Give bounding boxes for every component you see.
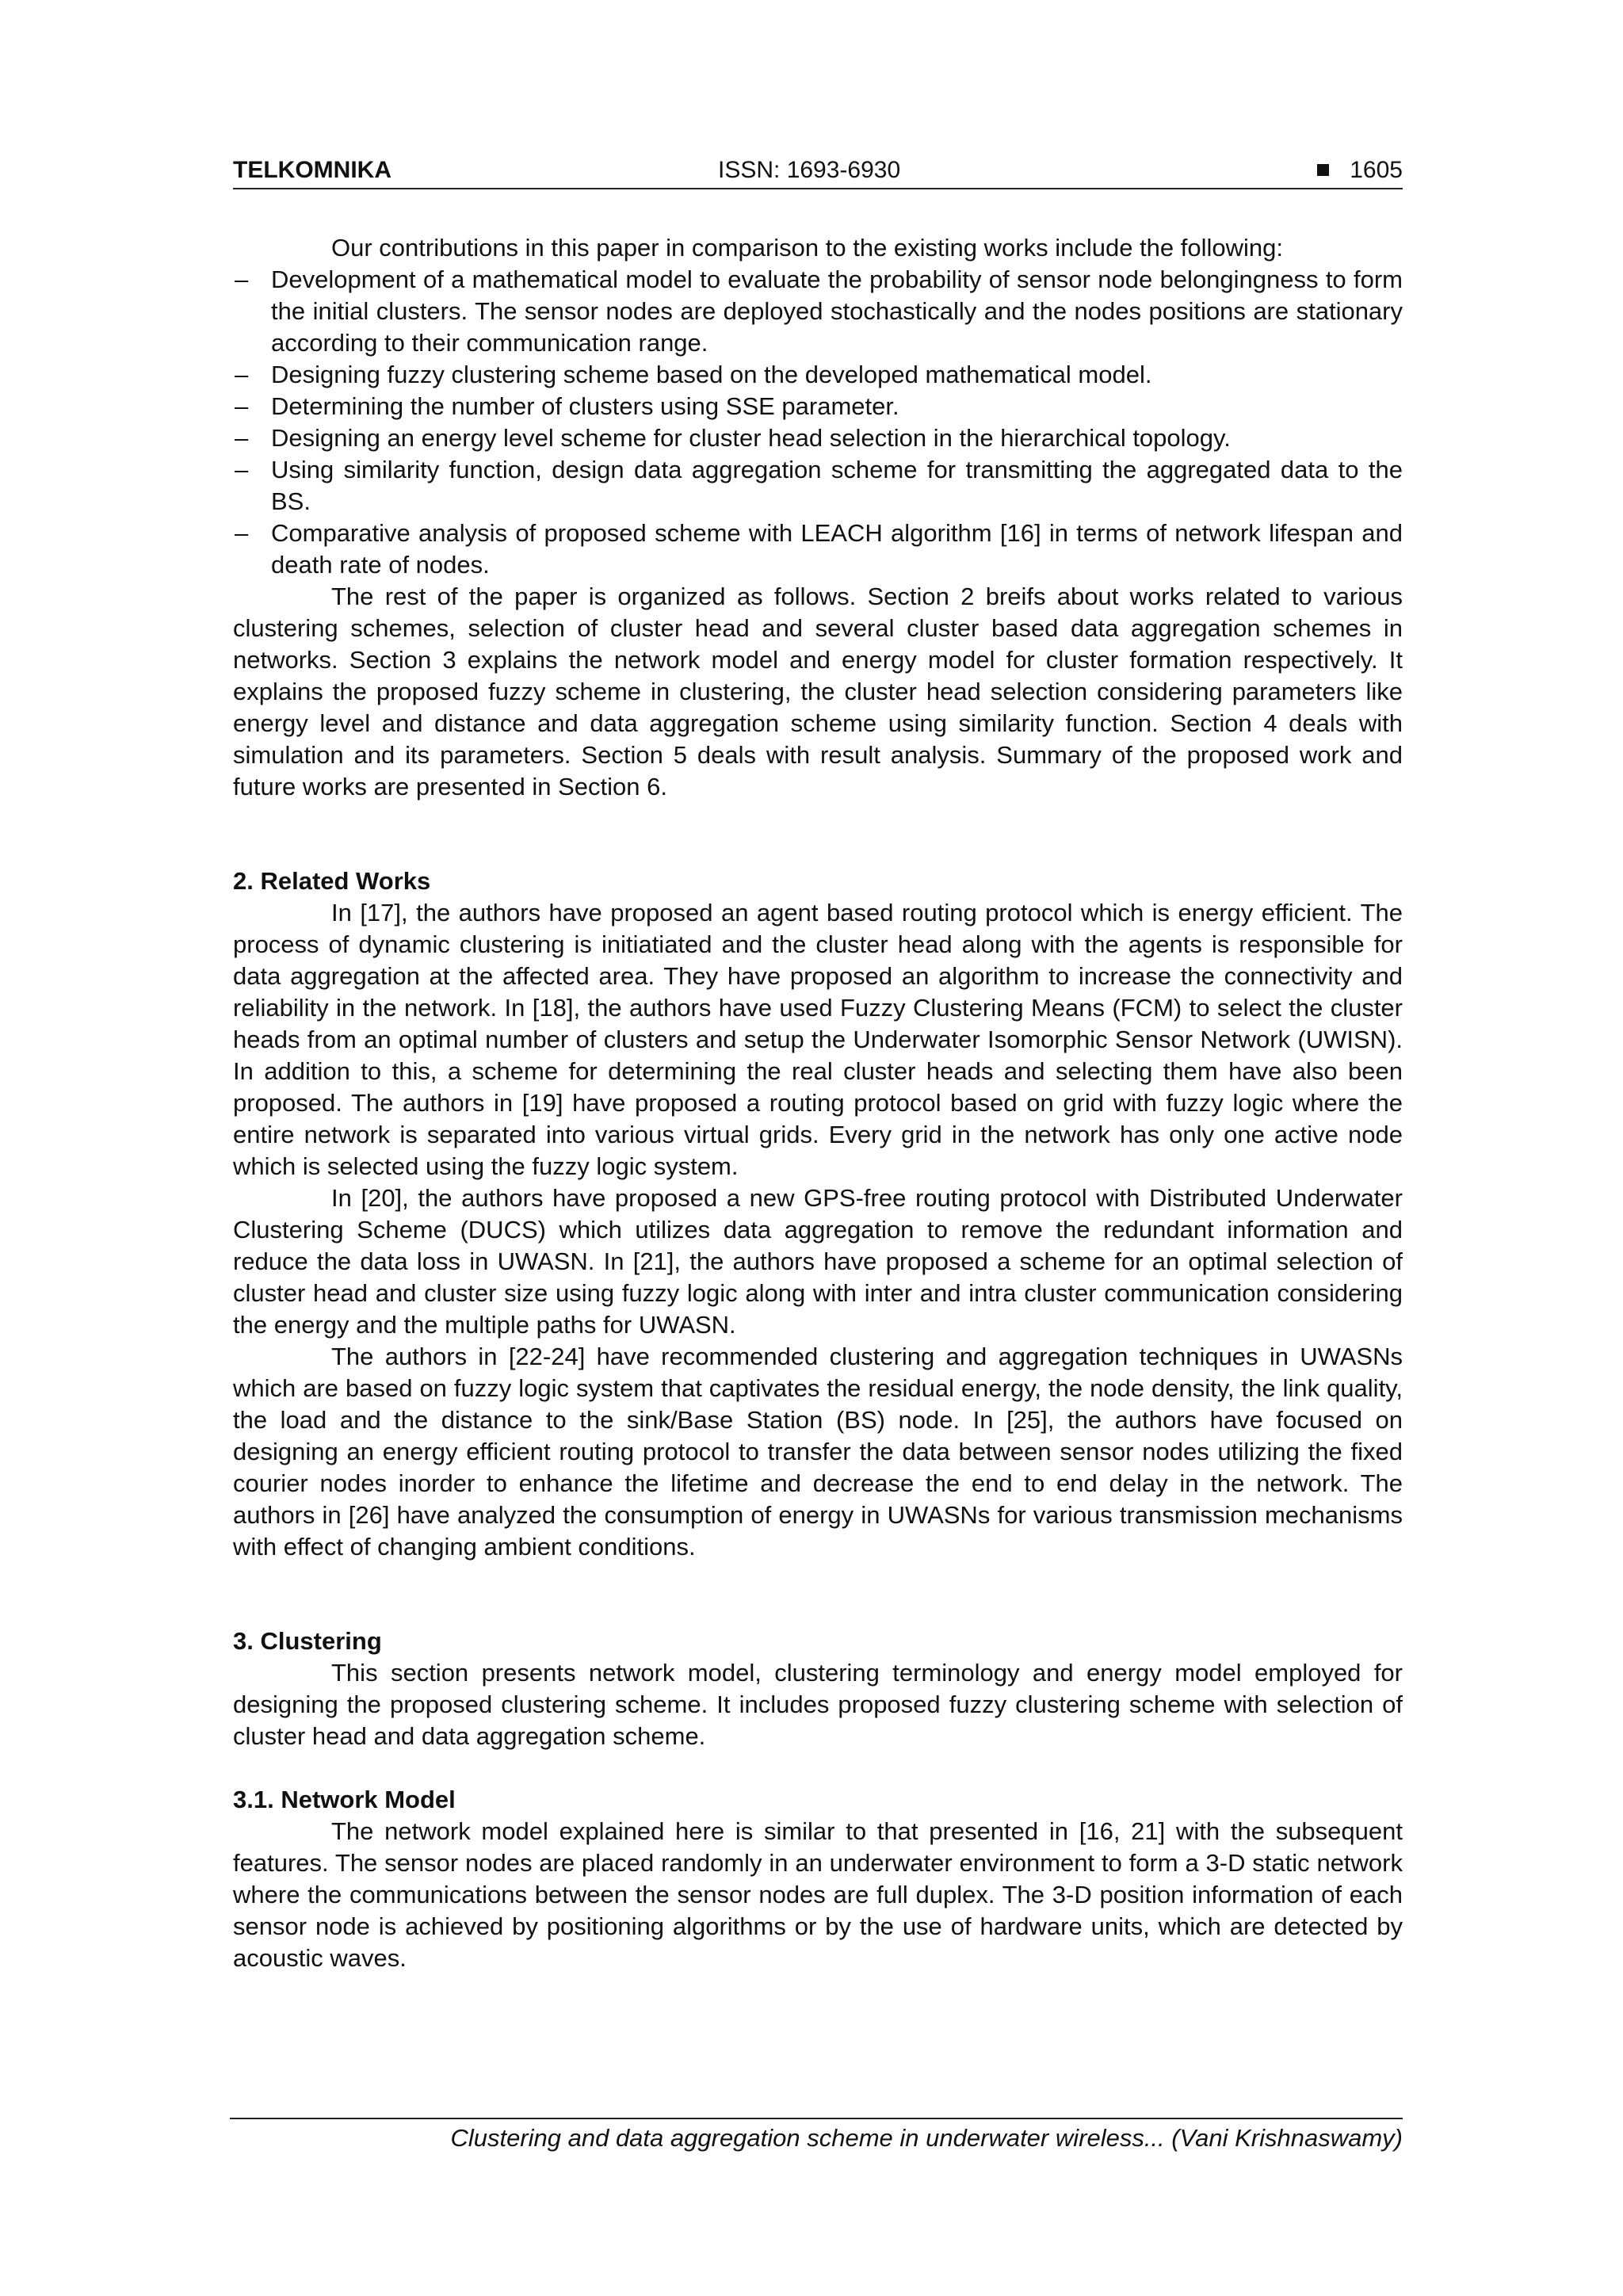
contributions-list — [233, 264, 1403, 581]
running-footer: Clustering and data aggregation scheme in underwater wireless... (Vani Krishnaswamy) — [230, 2118, 1403, 2154]
list-item: – Designing fuzzy clustering scheme based on the developed mathematical model. — [233, 359, 1403, 391]
square-bullet-icon — [1317, 164, 1329, 176]
running-header — [233, 155, 1403, 189]
issn-label: ISSN: 1693-6930 — [718, 157, 901, 183]
related-works-paragraph-1: In [17], the authors have proposed an agent based routing protocol which is energy efficient. The process of dynamic clustering is initiatiated and the cluster head along with the agents is responsible for data aggregation at the affected area. They have proposed an algorithm to increase the connectivity and reliability in the network. In [18], the authors have used Fuzzy Clustering Means (FCM) to select the cluster heads from an optimal number of clusters and setup the Underwater Isomorphic Sensor Network (UWISN). In addition to this, a scheme for determining the real cluster heads and selecting them have also been proposed. The authors in [19] have proposed a routing protocol based on grid with fuzzy logic where the entire network is separated into various virtual grids. Every grid in the network has only one active node which is selected using the fuzzy logic system. — [233, 899, 1403, 1180]
list-item: – Designing an energy level scheme for cluster head selection in the hierarchical topology. — [233, 422, 1403, 454]
paper-page — [233, 155, 1403, 1972]
list-item: – Development of a mathematical model to evaluate the probability of sensor node belongingness to form the initial clusters. The sensor nodes are deployed stochastically and the nodes positions are stationary according to their communication range. — [235, 266, 1403, 357]
network-model-paragraph: The network model explained here is similar to that presented in [16, 21] with the subsequent features. The sensor nodes are placed randomly in an underwater environment to form a 3-D static network where the communications between the sensor nodes are full duplex. The 3-D position information of each sensor node is achieved by positioning algorithms or by the use of hardware units, which are detected by acoustic waves. — [233, 1817, 1403, 1972]
list-item: – Using similarity function, design data aggregation scheme for transmitting the aggregated data to the BS. — [235, 456, 1403, 515]
dash-bullet-icon: – — [235, 456, 249, 483]
dash-bullet-icon: – — [235, 361, 249, 388]
list-item: – Determining the number of clusters using SSE parameter. — [233, 391, 1403, 422]
page-number: 1605 — [1350, 157, 1403, 183]
dash-bullet-icon: – — [235, 266, 249, 293]
organization-paragraph: The rest of the paper is organized as follows. Section 2 breifs about works related to various clustering schemes, selection of cluster head and several cluster based data aggregation schemes in networks. Section 3 explains the network model and energy model for cluster formation respectively. It explains the proposed fuzzy scheme in clustering, the cluster head selection considering parameters like energy level and distance and data aggregation scheme using similarity function. Section 4 deals with simulation and its parameters. Section 5 deals with result analysis. Summary of the proposed work and future works are presented in Section 6. — [233, 583, 1403, 800]
dash-bullet-icon: – — [235, 519, 249, 547]
related-works-paragraph-2: In [20], the authors have proposed a new GPS-free routing protocol with Distributed Underwater Clustering Scheme (DUCS) which utilizes data aggregation to remove the redundant information and reduce the data loss in UWASN. In [21], the authors have proposed a scheme for an optimal selection of cluster head and cluster size using fuzzy logic along with inter and intra cluster communication considering the energy and the multiple paths for UWASN. — [233, 1184, 1403, 1339]
related-works-paragraph-3: The authors in [22-24] have recommended clustering and aggregation techniques in UWASNs which are based on fuzzy logic system that captivates the residual energy, the node density, the link quality, the load and the distance to the sink/Base Station (BS) node. In [25], the authors have focused on designing an energy efficient routing protocol to transfer the data between sensor nodes utilizing the fixed courier nodes inorder to enhance the lifetime and decrease the end to end delay in the network. The authors in [26] have analyzed the consumption of energy in UWASNs for various transmission mechanisms with effect of changing ambient conditions. — [233, 1343, 1403, 1561]
section-heading-clustering: 3. Clustering — [233, 1627, 382, 1655]
page-number-block — [1317, 155, 1403, 186]
dash-bullet-icon: – — [235, 392, 249, 420]
journal-name: TELKOMNIKA — [233, 157, 391, 183]
section-heading-related-works: 2. Related Works — [233, 867, 431, 895]
body-content — [233, 232, 1403, 1974]
dash-bullet-icon: – — [235, 424, 249, 452]
contributions-lead: Our contributions in this paper in comparison to the existing works include the following: — [331, 234, 1284, 262]
subsection-heading-network-model: 3.1. Network Model — [233, 1786, 456, 1813]
list-item: – Comparative analysis of proposed scheme with LEACH algorithm [16] in terms of network lifespan and death rate of nodes. — [235, 519, 1403, 579]
clustering-paragraph: This section presents network model, clustering terminology and energy model employed for designing the proposed clustering scheme. It includes proposed fuzzy clustering scheme with selection of cluster head and data aggregation scheme. — [233, 1659, 1403, 1750]
